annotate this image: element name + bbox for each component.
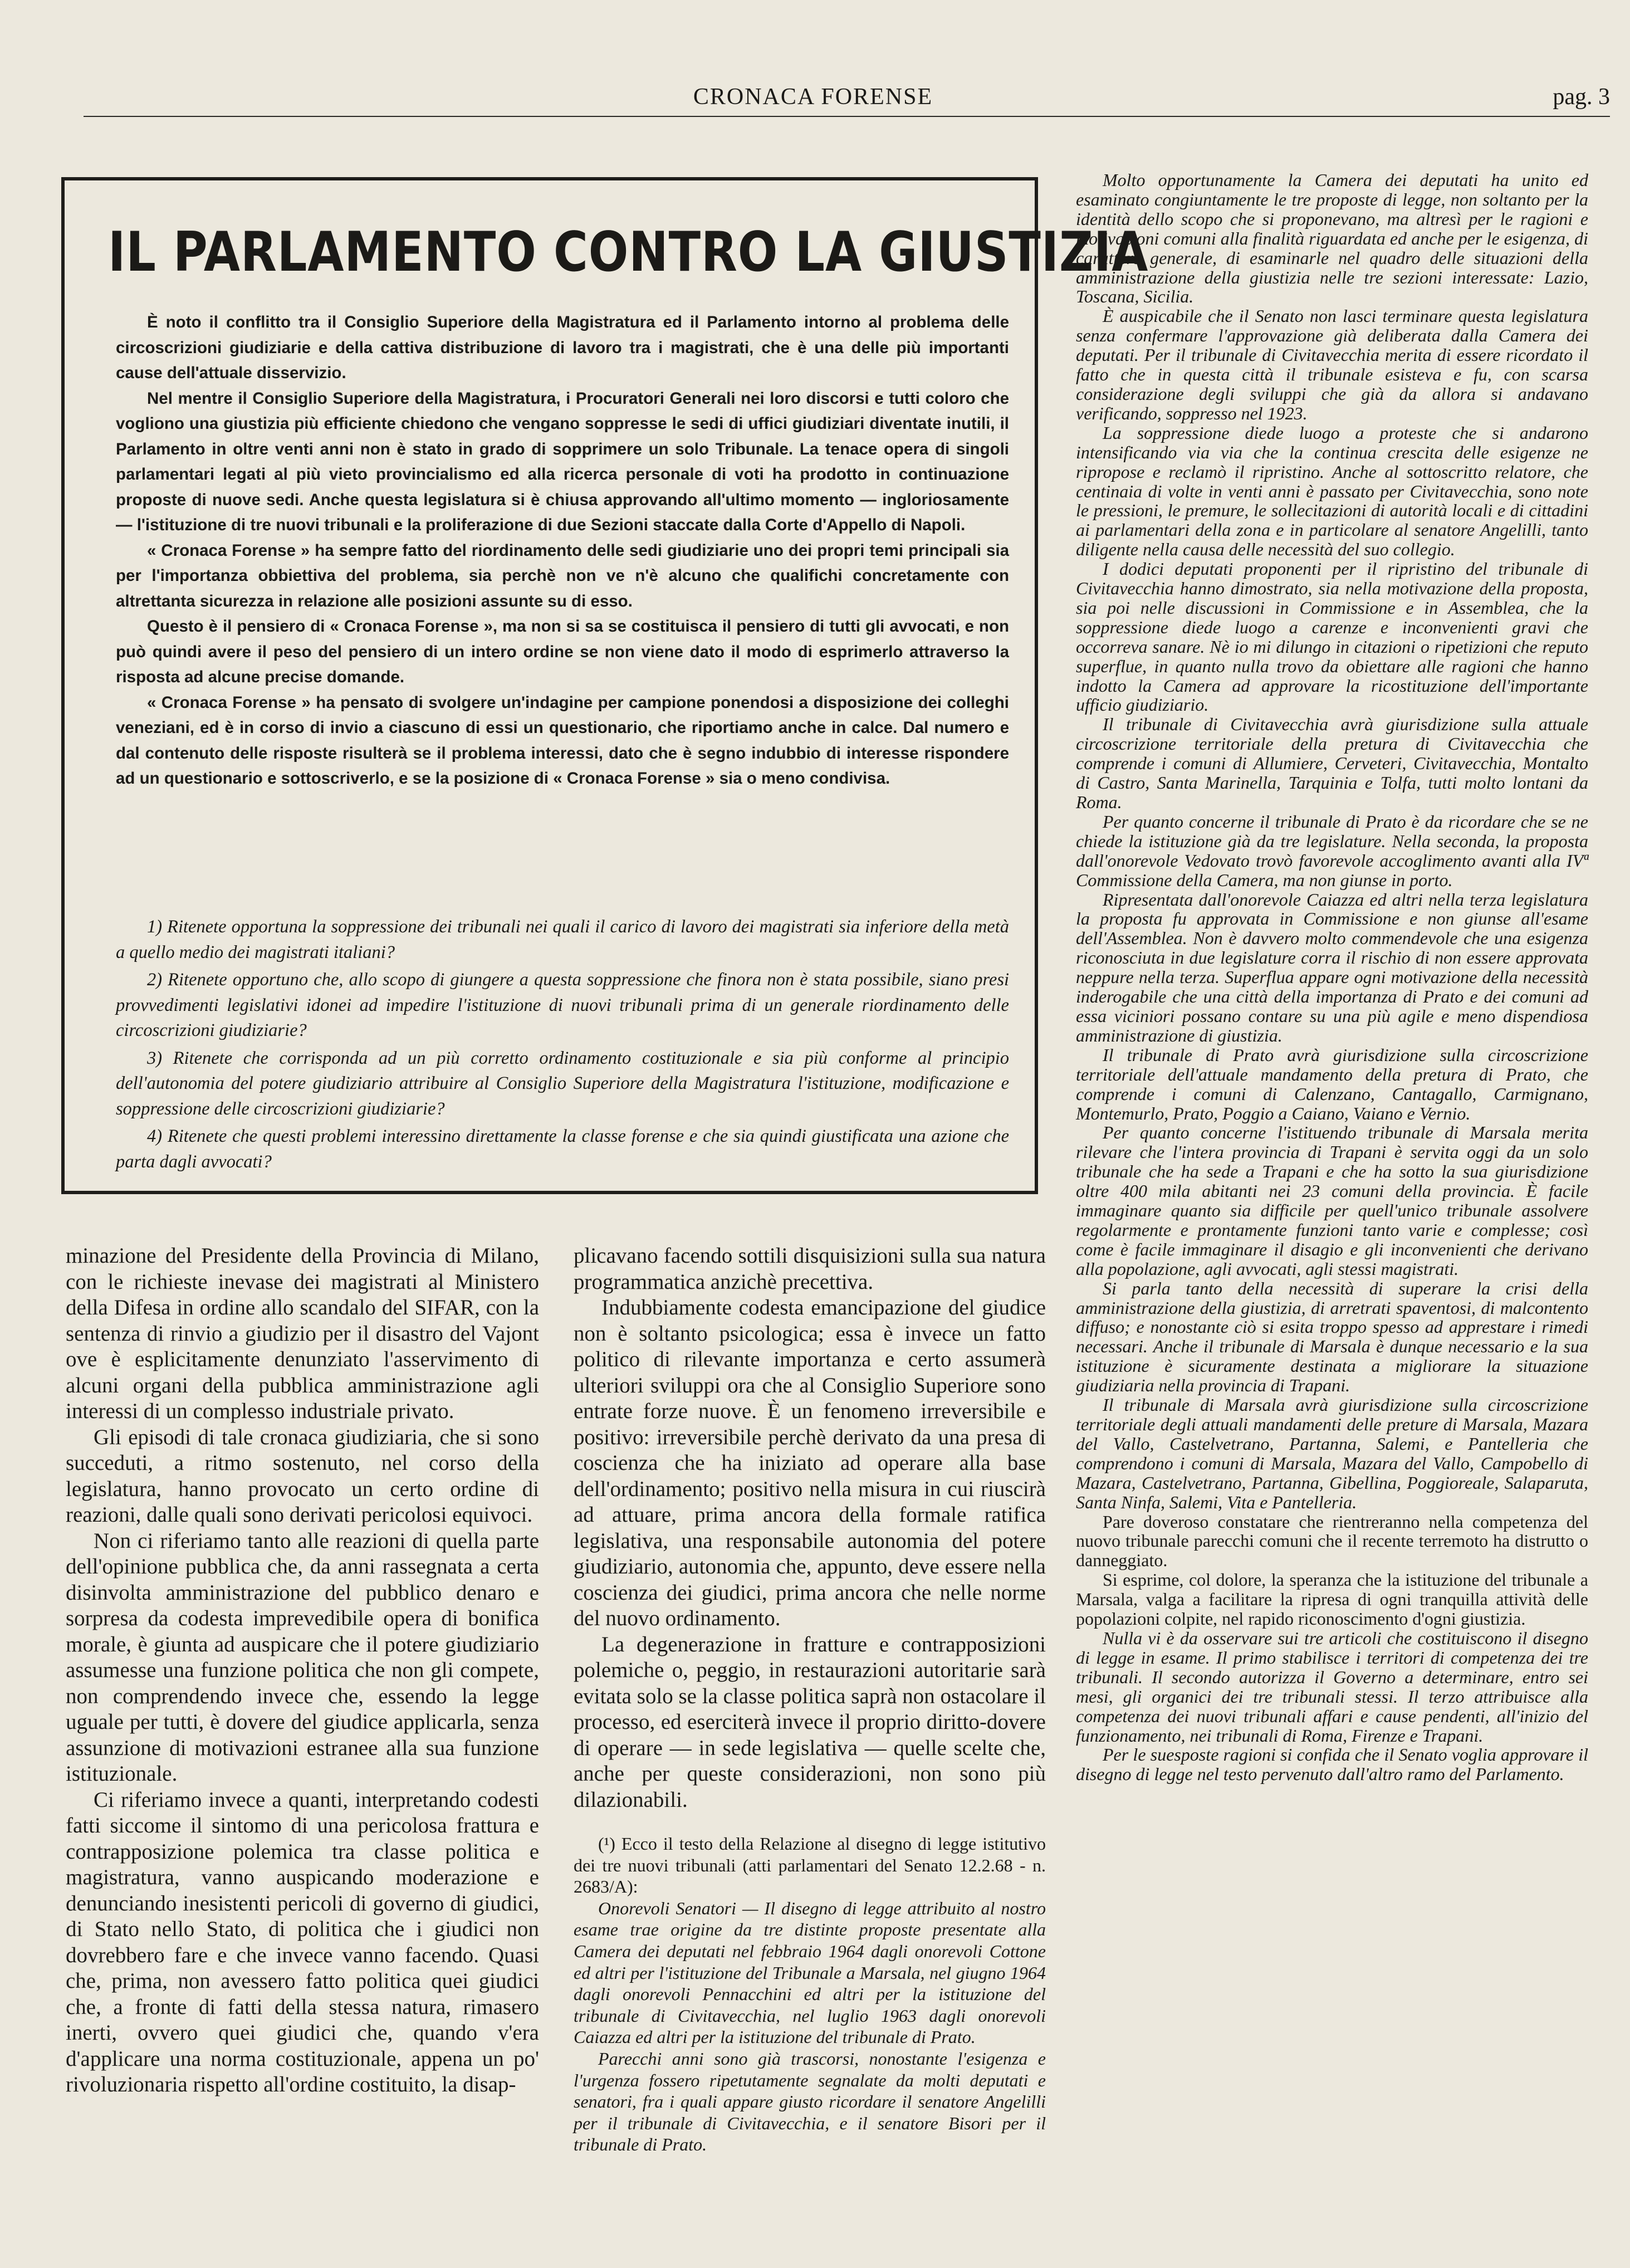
report-paragraph: Ripresentata dall'onorevole Caiazza ed altri nella terza legislatura la proposta fu approvata in Commissione e non giunse all'esame dell'Assemblea. Non è davvero molto commendevole che una esigenza riconosciuta in due legislature corra il rischio di non essere approvata neppure nella terza. Superflua appare ogni motivazione della necessità inderogabile che una città della importanza di Prato e dei comuni ad essa viciniori possano contare su una più agile e meno dispendiosa amministrazione di giustizia. xyxy=(1076,889,1588,1045)
editorial-paragraph: « Cronaca Forense » ha pensato di svolgere un'indagine per campione ponendosi a disposizione dei colleghi veneziani, ed è in corso di invio a ciascuno di essi un questionario, che riportiamo anche in calce. Dal numero e dal contenuto delle risposte risulterà se il problema interessi, dato che è segno indubbio di interesse rispondere ad un questionario e sottoscriverlo, e se la posizione di « Cronaca Forense » sia o meno condivisa. xyxy=(116,693,1009,788)
footnote xyxy=(574,1833,1046,2155)
report-paragraph: Si parla tanto della necessità di superare la crisi della amministrazione della giustizia, di arretrati spaventosi, di malcontento diffuso; e nonostante ciò si esita troppo spesso ad apprestare i rimedi necessari. Anche il tribunale di Marsala è dunque necessario e la sua istituzione è sicuramente destinata a migliorare la situazione giudiziaria nella provincia di Trapani. xyxy=(1076,1278,1588,1396)
page-number: pag. 3 xyxy=(1553,84,1610,110)
editorial-paragraph: « Cronaca Forense » ha sempre fatto del riordinamento delle sedi giudiziarie uno dei propri temi principali sia per l'importanza obbiettiva del problema, sia perchè non ve n'è alcuno che qualifichi concretamente con altrettanta sicurezza in relazione alle posizioni assunte su di esso. xyxy=(116,541,1009,610)
report-paragraph: Per quanto concerne l'istituendo tribunale di Marsala merita rilevare che l'intera provincia di Trapani è servita oggi da un solo tribunale che ha sede a Trapani e che ha sotto la sua giurisdizione oltre 400 mila abitanti nei 23 comuni della provincia. È facile immaginare quanto sia difficile per quell'unico tribunale assolvere regolarmente e prontamente funzioni tanto varie e complesse; così come è facile immaginare il disagio e gli inconvenienti che derivano alla popolazione, agli avvocati, agli stessi magistrati. xyxy=(1076,1122,1588,1279)
editorial-body xyxy=(116,310,1009,791)
editorial-title: IL PARLAMENTO CONTRO LA GIUSTIZIA xyxy=(108,221,1149,284)
article-paragraph: plicavano facendo sottili disquisizioni sulla sua natura programmatica anzichè precettiva. xyxy=(574,1244,1046,1294)
report-column-right xyxy=(1076,170,1588,1784)
report-paragraph: Per quanto concerne il tribunale di Prato è da ricordare che se ne chiede la istituzione già da tre legislature. Nella seconda, la proposta dall'onorevole Vedovato trovò favorevole accoglimento avanti alla IVª Commissione della Camera, ma non giunse in porto. xyxy=(1076,811,1588,890)
report-paragraph: La soppressione diede luogo a proteste che si andarono intensificando via via che la continua crescita delle esigenze ne ripropose e reclamò il ripristino. Anche al sottoscritto relatore, che centinaia di volte in venti anni è passato per Civitavecchia, sono note le pressioni, le premure, le sollecitazioni di autorità locali e di cittadini ai parlamentari della zona e in particolare al senatore Angelilli, tanto diligente nella causa delle necessità del suo collegio. xyxy=(1076,422,1588,560)
publication-title: CRONACA FORENSE xyxy=(693,84,933,110)
article-paragraph: Ci riferiamo invece a quanti, interpretando codesti fatti siccome il sintomo di una pericolosa frattura e contrapposizione polemica tra classe politica e magistratura, vanno auspicando moderazione e denunciando inesistenti pericoli di governo di giudici, di Stato nello Stato, di politica che i giudici non dovrebbero fare e che invece vanno facendo. Quasi che, prima, non avessero fatto politica quei giudici che, a fronte di fatti della stessa natura, rimasero inerti, ovvero quei giudici che, quando v'era d'applicare una norma costituzionale, appena un po' rivoluzionaria rispetto all'ordine costituito, la disap- xyxy=(66,1787,539,2096)
report-paragraph: Nulla vi è da osservare sui tre articoli che costituiscono il disegno di legge in esame. Il primo stabilisce i territori di competenza dei tre tribunali. Il secondo autorizza il Governo a determinare, entro sei mesi, gli organici dei tre tribunali stessi. Il terzo attribuisce alla competenza dei nuovi tribunali affari e cause pendenti, all'inizio del funzionamento, nei tribunali di Roma, Firenze e Trapani. xyxy=(1076,1627,1588,1746)
footnote-paragraph: Parecchi anni sono già trascorsi, nonostante l'esigenza e l'urgenza fossero ripetutamente segnalate da molti deputati e senatori, fra i quali appare giusto ricordare il senatore Angelilli per il tribunale di Civitavecchia, e il senatore Bisori per il tribunale di Prato. xyxy=(574,2048,1046,2155)
header-rule xyxy=(84,116,1610,117)
report-paragraph: Pare doveroso constatare che rientreranno nella competenza del nuovo tribunale parecchi comuni che il recente terremoto ha distrutto o danneggiato. xyxy=(1076,1511,1588,1571)
questionnaire xyxy=(116,915,1009,1177)
question-item: 3) Ritenete che corrisponda ad un più corretto ordinamento costituzionale e sia più conforme al principio dell'autonomia del potere giudiziario attribuire al Consiglio Superiore della Magistratura l'istituzione, modificazione e soppressione delle circoscrizioni giudiziarie? xyxy=(116,1048,1009,1119)
report-paragraph: Il tribunale di Prato avrà giurisdizione sulla circoscrizione territoriale dell'attuale mandamento della pretura di Prato, che comprende i comuni di Calenzano, Cantagallo, Carmignano, Montemurlo, Prato, Poggio a Caiano, Vaiano e Vernio. xyxy=(1076,1044,1588,1123)
question-item: 4) Ritenete che questi problemi interessino direttamente la classe forense e che sia quindi giustificata una azione che parta dagli avvocati? xyxy=(116,1126,1009,1172)
report-paragraph: Il tribunale di Civitavecchia avrà giurisdizione sulla attuale circoscrizione territoriale della pretura di Civitavecchia che comprende i comuni di Allumiere, Cerveteri, Civitavecchia, Montalto di Castro, Santa Marinella, Tarquinia e Tolfa, tutti molto lontani da Roma. xyxy=(1076,714,1588,812)
report-paragraph: Molto opportunamente la Camera dei deputati ha unito ed esaminato congiuntamente le tre proposte di legge, non soltanto per la identità dello scopo che si proponevano, ma altresì per le ragioni e motivazioni comuni alla finalità riguardata ed anche per le esigenza, di carattere generale, di esaminarle nel quadro delle situazioni della amministrazione della giustizia nelle tre sezioni interessate: Lazio, Toscana, Sicilia. xyxy=(1076,170,1588,307)
editorial-paragraph: Questo è il pensiero di « Cronaca Forense », ma non si sa se costituisca il pensiero di tutti gli avvocati, e non può quindi avere il peso del pensiero di un intero ordine se non viene dato il modo di esprimerlo attraverso la risposta ad alcune precise domande. xyxy=(116,617,1009,686)
editorial-paragraph: Nel mentre il Consiglio Superiore della Magistratura, i Procuratori Generali nei loro discorsi e tutti coloro che vogliono una giustizia più efficiente chiedono che vengano soppresse le sedi di uffici giudiziari diventate inutili, il Parlamento in oltre venti anni non è stato in grado di sopprimere un solo Tribunale. La tenace opera di singoli parlamentari legati al più vieto provincialismo ed alla ricerca personale di voti ha prodotto in continuazione proposte di nuove sedi. Anche questa legislatura si è chiusa approvando all'ultimo momento — ingloriosamente — l'istituzione di tre nuovi tribunali e la proliferazione di due Sezioni staccate dalla Corte d'Appello di Napoli. xyxy=(116,389,1009,534)
article-paragraph: Indubbiamente codesta emancipazione del giudice non è soltanto psicologica; essa è invece un fatto politico di rilevante importanza e certo assumerà ulteriori sviluppi ora che al Consiglio Superiore sono entrate forze nuove. È un fenomeno irreversibile e positivo: irreversibile perchè derivato da una presa di coscienza che ha iniziato ad operare alla base dell'ordinamento; positivo nella misura in cui riuscirà ad attuare, prima ancora della formale ratifica legislativa, una responsabile autonomia del potere giudiziario, autonomia che, appunto, deve essere nella coscienza dei giudici, prima ancora che nelle norme del nuovo ordinamento. xyxy=(574,1296,1046,1630)
footnote-intro: (¹) Ecco il testo della Relazione al disegno di legge istitutivo dei tre nuovi tribunali (atti parlamentari del Senato 12.2.68 - n. 2683/A): xyxy=(574,1834,1046,1897)
report-paragraph: Per le suesposte ragioni si confida che il Senato voglia approvare il disegno di legge nel testo pervenuto dall'altro ramo del Parlamento. xyxy=(1076,1744,1588,1785)
article-column-left xyxy=(66,1243,539,2098)
question-item: 1) Ritenete opportuna la soppressione dei tribunali nei quali il carico di lavoro dei magistrati sia inferiore della metà a quello medio dei magistrati italiani? xyxy=(116,917,1009,962)
report-paragraph: È auspicabile che il Senato non lasci terminare questa legislatura senza confermare l'approvazione già deliberata dalla Camera dei deputati. Per il tribunale di Civitavecchia merita di essere ricordato il fatto che in questa città il tribunale esisteva e fu, con scarsa considerazione degli sviluppi che già da allora si andavano verificando, soppresso nel 1923. xyxy=(1076,306,1588,423)
report-paragraph: Il tribunale di Marsala avrà giurisdizione sulla circoscrizione territoriale degli attuali mandamenti delle preture di Marsala, Mazara del Vallo, Castelvetrano, Partanna, Salemi, e Pantelleria che comprendono i comuni di Marsala, Mazara del Vallo, Campobello di Mazara, Castelvetrano, Partanna, Gibellina, Poggioreale, Salaparuta, Santa Ninfa, Salemi, Vita e Pantelleria. xyxy=(1076,1395,1588,1512)
footnote-paragraph: Onorevoli Senatori — Il disegno di legge attribuito al nostro esame trae origine da tre distinte proposte presentate alla Camera dei deputati nel febbraio 1964 dagli onorevoli Cottone ed altri per l'istituzione del Tribunale a Marsala, nel giugno 1964 dagli onorevoli Pennacchini ed altri per la istituzione del tribunale di Civitavecchia, nel luglio 1963 dagli onorevoli Caiazza ed altri per la istituzione del tribunale di Prato. xyxy=(574,1898,1046,2047)
article-paragraph: Non ci riferiamo tanto alle reazioni di quella parte dell'opinione pubblica che, da anni rassegnata a certa disinvolta amministrazione del pubblico denaro e sorpresa da codesta imprevedibile opera di bonifica morale, è giunta ad auspicare che il potere giudiziario assumesse una funzione politica che non gli compete, non comprendendo invece che, essendo la legge uguale per tutti, è dovere del giudice applicarla, senza assunzione di motivazioni estranee alla sua funzione istituzionale. xyxy=(66,1528,539,1786)
article-paragraph: minazione del Presidente della Provincia di Milano, con le richieste inevase dei magistrati al Ministero della Difesa in ordine allo scandalo del SIFAR, con la sentenza di rinvio a giudizio per il disastro del Vajont ove è esplicitamente denunziato l'asservimento di alcuni organi della pubblica amministrazione agli interessi di un complesso industriale privato. xyxy=(66,1244,539,1423)
article-paragraph: La degenerazione in fratture e contrapposizioni polemiche o, peggio, in restaurazioni autoritarie sarà evitata solo se la classe politica saprà non ostacolare il processo, ed eserciterà invece il proprio diritto-dovere di operare — in sede legislativa — quelle scelte che, anche per queste considerazioni, non sono più dilazionabili. xyxy=(574,1632,1046,1812)
report-paragraph: I dodici deputati proponenti per il ripristino del tribunale di Civitavecchia hanno dimostrato, sia nella motivazione della proposta, sia poi nelle discussioni in Commissione e in Assemblea, che la soppressione diede luogo a carenze e inconvenienti gravi che occorreva sanare. Nè io mi dilungo in citazioni o ripetizioni che reputo superflue, in quanto nulla trovo da obiettare alle ragioni che hanno indotto la Camera ad approvare la ricostituzione dell'importante ufficio giudiziario. xyxy=(1076,559,1588,715)
editorial-box xyxy=(61,177,1149,1194)
question-item: 2) Ritenete opportuno che, allo scopo di giungere a questa soppressione che finora non è stata possibile, siano presi provvedimenti legislativi idonei ad impedire l'istituzione di nuovi tribunali prima di un generale riordinamento delle circoscrizioni giudiziarie? xyxy=(116,970,1009,1040)
editorial-paragraph: È noto il conflitto tra il Consiglio Superiore della Magistratura ed il Parlamento intorno al problema delle circoscrizioni giudiziarie e della cattiva distribuzione di lavoro tra i magistrati, che è una delle più importanti cause dell'attuale disservizio. xyxy=(116,313,1009,382)
article-paragraph: Gli episodi di tale cronaca giudiziaria, che si sono succeduti, a ritmo sostenuto, nel corso della legislatura, hanno provocato un certo ordine di reazioni, dalle quali sono derivati pericolosi equivoci. xyxy=(66,1425,539,1527)
report-paragraph: Si esprime, col dolore, la speranza che la istituzione del tribunale a Marsala, valga a facilitare la ripresa di ogni tranquilla attività delle popolazioni colpite, nel rapido riconoscimento d'ogni giustizia. xyxy=(1076,1570,1588,1629)
article-column-middle xyxy=(574,1243,1046,2155)
